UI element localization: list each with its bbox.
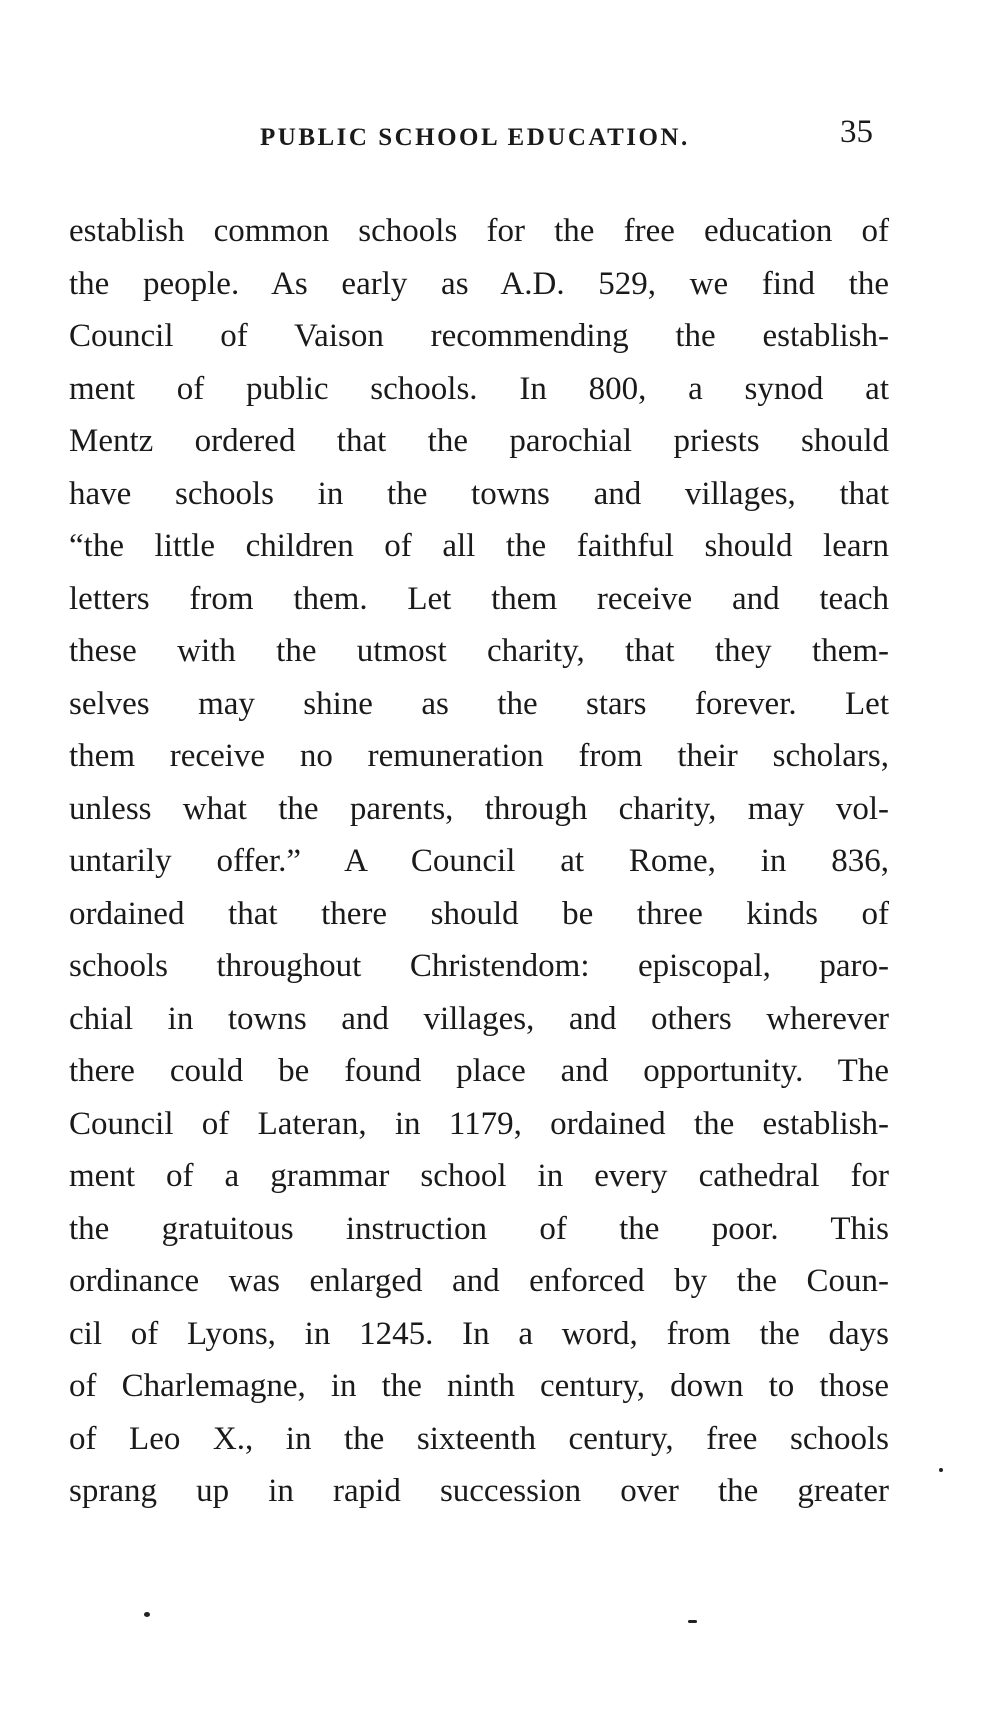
text-line: of Leo X., in the sixteenth century, free schools bbox=[69, 1420, 889, 1457]
text-line: Council of Vaison recommending the establish- bbox=[69, 318, 889, 354]
text-line: have schools in the towns and villages, that bbox=[69, 475, 889, 512]
text-line: these with the utmost charity, that they them- bbox=[69, 633, 889, 669]
page-number: 35 bbox=[840, 114, 873, 150]
text-line: Mentz ordered that the parochial priests should bbox=[69, 423, 889, 459]
text-line: selves may shine as the stars forever. Let bbox=[69, 685, 889, 722]
text-line: there could be found place and opportunity. The bbox=[69, 1053, 889, 1089]
text-line: establish common schools for the free education of bbox=[69, 213, 889, 249]
ink-speck bbox=[688, 1620, 697, 1623]
text-line: “the little children of all the faithful should learn bbox=[69, 528, 889, 564]
text-line: schools throughout Christendom: episcopal, paro- bbox=[69, 948, 889, 984]
text-line: the people. As early as A.D. 529, we find the bbox=[69, 265, 889, 302]
body-text bbox=[69, 205, 889, 1518]
ink-speck bbox=[144, 1612, 150, 1617]
text-line: ordinance was enlarged and enforced by the Coun- bbox=[69, 1263, 889, 1299]
text-line: untarily offer.” A Council at Rome, in 836, bbox=[69, 843, 889, 879]
text-line: the gratuitous instruction of the poor. This bbox=[69, 1210, 889, 1247]
running-head bbox=[0, 114, 1008, 158]
ink-speck bbox=[939, 1468, 943, 1472]
text-line: them receive no remuneration from their scholars, bbox=[69, 738, 889, 774]
text-line: Council of Lateran, in 1179, ordained the establish- bbox=[69, 1105, 889, 1142]
text-line: letters from them. Let them receive and teach bbox=[69, 580, 889, 617]
text-line: unless what the parents, through charity, may vol- bbox=[69, 790, 889, 827]
running-title: PUBLIC SCHOOL EDUCATION. bbox=[260, 124, 690, 151]
text-line: ment of a grammar school in every cathedral for bbox=[69, 1158, 889, 1194]
text-line: sprang up in rapid succession over the greater bbox=[69, 1473, 889, 1509]
text-line: of Charlemagne, in the ninth century, down to those bbox=[69, 1368, 889, 1404]
text-line: ment of public schools. In 800, a synod at bbox=[69, 370, 889, 407]
text-line: ordained that there should be three kinds of bbox=[69, 895, 889, 932]
text-line: chial in towns and villages, and others wherever bbox=[69, 1000, 889, 1037]
text-line: cil of Lyons, in 1245. In a word, from the days bbox=[69, 1315, 889, 1352]
